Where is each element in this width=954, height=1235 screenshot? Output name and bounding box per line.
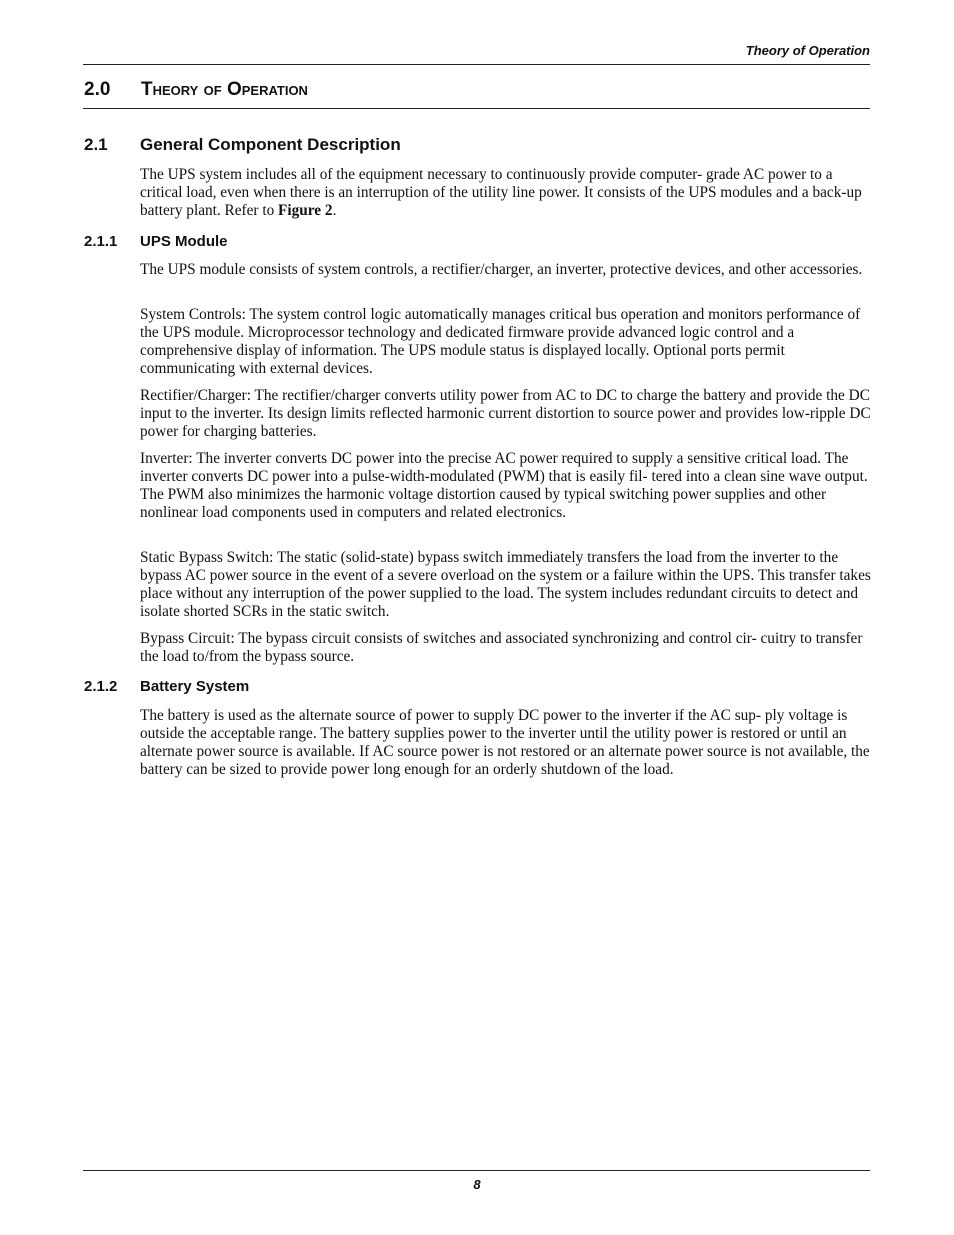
paragraph-bypass-circuit: Bypass Circuit: The bypass circuit consists of switches and associated synchronizing and control cir- cuitry to transfer the load to/from the bypass source. xyxy=(140,630,863,666)
chapter-title xyxy=(84,79,308,101)
paragraph-ups-module-intro: The UPS module consists of system controls, a rectifier/charger, an inverter, protective devices, and other accessories. xyxy=(140,261,863,278)
section-title: UPS Module xyxy=(140,233,228,250)
section-title: General Component Description xyxy=(140,135,401,154)
chapter-number: 2.0 xyxy=(84,79,111,100)
paragraph-2-1 xyxy=(140,166,871,220)
footer-rule xyxy=(83,1170,870,1171)
paragraph-static-bypass-switch: Static Bypass Switch: The static (solid-state) bypass switch immediately transfers the load from the inverter to the bypass AC power source in the event of a severe overload on the system or a failure within the UPS. This transfer takes place without any interruption of the power supplied to the load. The system includes redundant circuits to detect and isolate shorted SCRs in the static switch. xyxy=(140,549,871,621)
figure-reference: Figure 2 xyxy=(278,202,333,220)
section-title: Battery System xyxy=(140,678,250,695)
header-rule xyxy=(83,64,870,65)
paragraph-battery-system: The battery is used as the alternate source of power to supply DC power to the inverter if the AC sup- ply voltage is outside the acceptable range. The battery supplies power to the inverter until the utility power is restored or until an alternate power source is available. If AC source power is not restored or an alternate power source is not available, the battery can be sized to provide power long enough for an orderly shutdown of the load. xyxy=(140,707,870,779)
section-number: 2.1 xyxy=(84,135,108,154)
chapter-title-text: Theory of Operation xyxy=(141,79,308,100)
paragraph-text: The UPS system includes all of the equipment necessary to continuously provide computer- grade AC power to a critical load, even when there is an interruption of the utility line power. It consists of the UPS modules and a back-up battery plant. Refer to xyxy=(140,166,862,220)
chapter-rule xyxy=(83,108,870,109)
paragraph-inverter: Inverter: The inverter converts DC power into the precise AC power required to supply a sensitive critical load. The inverter converts DC power into a pulse-width-modulated (PWM) that is easily fil- tered into a clean sine wave output. The PWM also minimizes the harmonic voltage distortion caused by typical switching power supplies and other nonlinear load components used in computers and related electronics. xyxy=(140,450,868,522)
paragraph-system-controls: System Controls: The system control logic automatically manages critical bus operation and monitors performance of the UPS module. Microprocessor technology and dedicated firmware provide advanced logic control and a comprehensive display of information. The UPS module status is displayed locally. Optional ports permit communicating with external devices. xyxy=(140,306,861,378)
paragraph-rectifier-charger: Rectifier/Charger: The rectifier/charger converts utility power from AC to DC to charge the battery and provide the DC input to the inverter. Its design limits reflected harmonic current distortion to source power and provides low-ripple DC power for charging batteries. xyxy=(140,387,871,441)
section-heading-2-1-1 xyxy=(84,233,228,250)
paragraph-text-end: . xyxy=(332,202,337,220)
section-heading-2-1 xyxy=(84,135,401,155)
page-number: 8 xyxy=(473,1177,481,1192)
section-heading-2-1-2 xyxy=(84,678,249,695)
section-number: 2.1.1 xyxy=(84,233,118,250)
running-header: Theory of Operation xyxy=(745,43,870,58)
section-number: 2.1.2 xyxy=(84,678,118,695)
